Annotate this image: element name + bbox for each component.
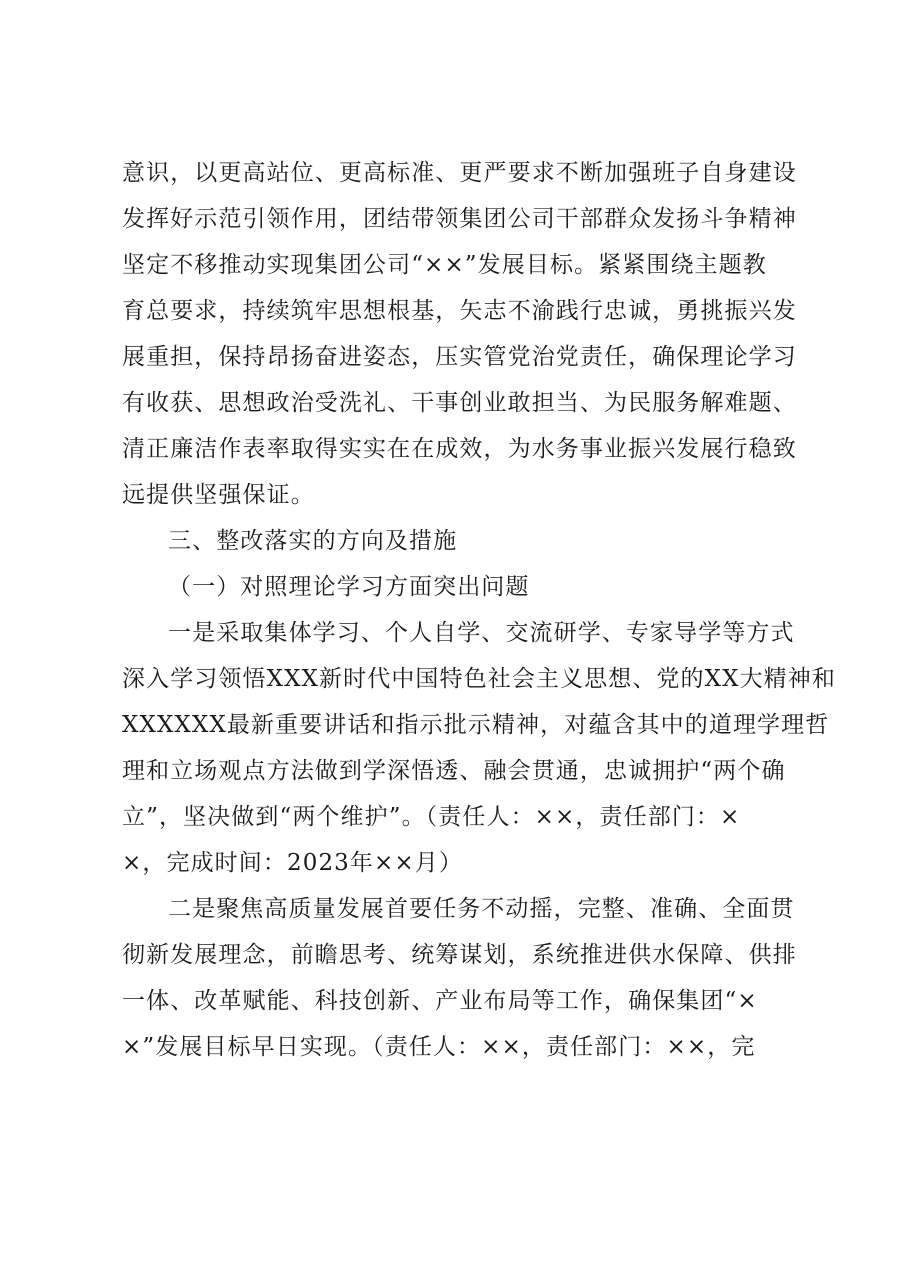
paragraph-line: ×”发展目标早日实现。（责任人：××，责任部门：××，完 xyxy=(122,1034,756,1060)
paragraph-line: XXXXXX最新重要讲话和指示批示精神，对蕴含其中的道理学理哲 xyxy=(122,712,830,738)
paragraph-line: 立”，坚决做到“两个维护”。（责任人：××，责任部门：× xyxy=(122,804,741,830)
paragraph-line: 育总要求，持续筑牢思想根基，矢志不渝践行忠诚，勇挑振兴发 xyxy=(122,298,797,324)
paragraph-line: 发挥好示范引领作用，团结带领集团公司干部群众发扬斗争精神 xyxy=(122,206,797,232)
paragraph-line: 二是聚焦高质量发展首要任务不动摇，完整、准确、全面贯 xyxy=(168,896,795,922)
paragraph-line: ×，完成时间：2023年××月） xyxy=(122,850,463,876)
subsection-heading: （一）对照理论学习方面突出问题 xyxy=(168,574,530,600)
paragraph-line: 彻新发展理念，前瞻思考、统筹谋划，系统推进供水保障、供排 xyxy=(122,942,797,968)
paragraph-line: 坚定不移推动实现集团公司“××”发展目标。紧紧围绕主题教 xyxy=(122,252,767,278)
paragraph-line: 清正廉洁作表率取得实实在在成效，为水务事业振兴发展行稳致 xyxy=(122,436,797,462)
paragraph-line: 远提供坚强保证。 xyxy=(122,482,315,508)
paragraph-line: 有收获、思想政治受洗礼、干事创业敢担当、为民服务解难题、 xyxy=(122,390,797,416)
paragraph-line: 展重担，保持昂扬奋进姿态，压实管党治党责任，确保理论学习 xyxy=(122,344,797,370)
paragraph-line: 一是采取集体学习、个人自学、交流研学、专家导学等方式 xyxy=(168,620,795,646)
paragraph-line: 一体、改革赋能、科技创新、产业布局等工作，确保集团“× xyxy=(122,988,758,1014)
paragraph-line: 深入学习领悟XXX新时代中国特色社会主义思想、党的XX大精神和 xyxy=(122,666,836,692)
paragraph-line: 意识，以更高站位、更高标准、更严要求不断加强班子自身建设 xyxy=(122,160,797,186)
paragraph-line: 理和立场观点方法做到学深悟透、融会贯通，忠诚拥护“两个确 xyxy=(122,758,786,784)
section-heading: 三、整改落实的方向及措施 xyxy=(168,528,458,554)
